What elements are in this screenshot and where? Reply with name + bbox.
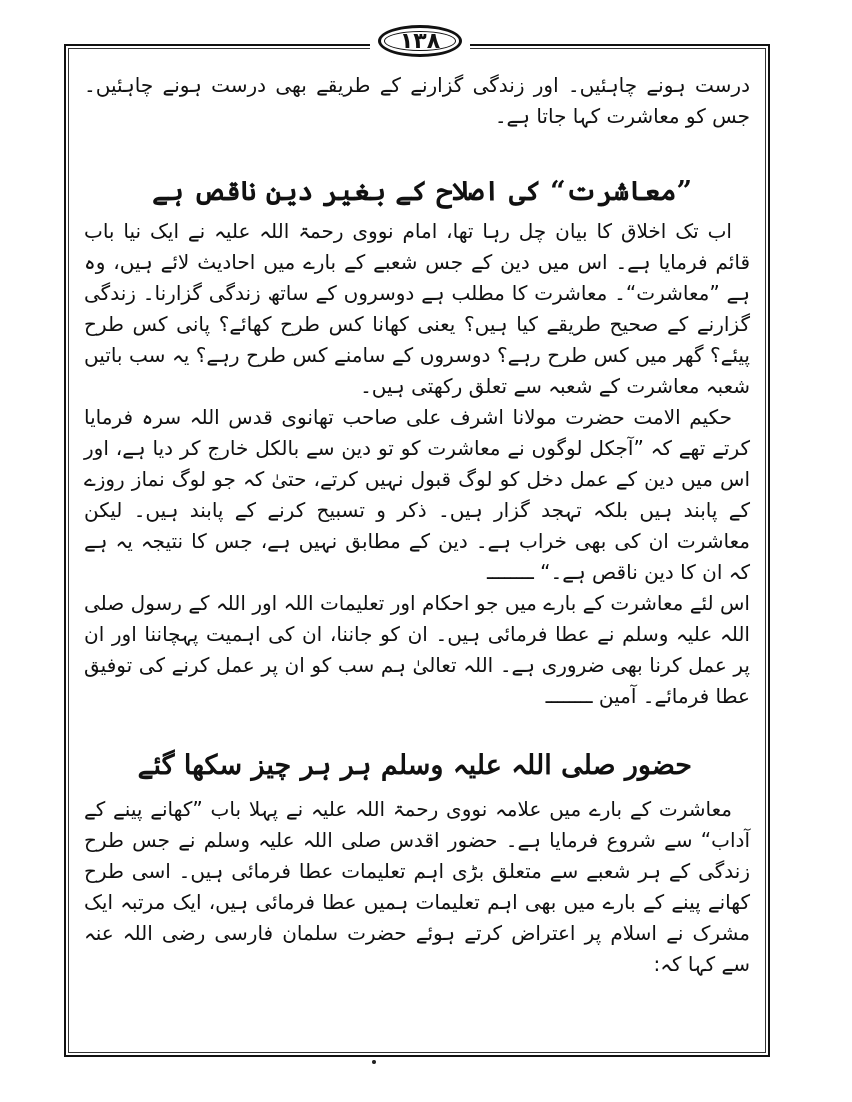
paragraph-adab-khana: معاشرت کے بارے میں علامہ نووی رحمۃ اللہ علیہ نے پہلا باب ”کھانے پینے کے آداب“ سے شروع فرمایا ہے۔ حضور اقدس صلی اللہ علیہ وسلم نے جس طرح زندگی کے ہر شعبے سے متعلق بڑی اہم تعلیمات عطا فرمائی ہیں۔ اسی طرح کھانے پینے کے بارے میں بھی اہم تعلیمات ہمیں عطا فرمائی ہیں، ایک مرتبہ ایک مشرک نے اسلام پر اعتراض کرتے ہوئے حضرت سلمان فارسی رضی اللہ عنہ سے کہا کہ: [84,797,750,976]
section-heading-huzoor: حضور صلی اللہ علیہ وسلم ہر ہر چیز سکھا گئے [137,750,692,781]
paragraph-ahkam: اس لئے معاشرت کے بارے میں جو احکام اور تعلیمات اللہ اور اللہ کے رسول صلی اللہ علیہ وسلم نے عطا فرمائی ہیں۔ ان کو جاننا، ان کی اہمیت پہچاننا اور ان پر عمل کرنا بھی ضروری ہے۔ اللہ تعالیٰ ہم سب کو ان پر عمل کرنے کی توفیق عطا فرمائے۔ آمین ــــــــ [84,591,750,708]
page-number-badge [370,22,470,60]
section-heading-muashrat: ”معاشرت“ کی اصلاح کے بغیر دین ناقص ہے [152,176,692,207]
paragraph-hakeem-ul-ummat: حکیم الامت حضرت مولانا اشرف علی صاحب تھانوی قدس اللہ سرہ فرمایا کرتے تھے کہ ”آجکل لوگوں نے معاشرت کو تو دین سے بالکل خارج کر دیا ہے، اور اس میں دین کے عمل دخل کو لوگ قبول نہیں کرتے، حتیٰ کہ جو لوگ نماز روزے کے پابند ہیں بلکہ تہجد گزار ہیں۔ ذکر و تسبیح کرنے کے پابند ہیں۔ لیکن معاشرت ان کی بھی خراب ہے۔ دین کے مطابق نہیں ہے، جس کا نتیجہ یہ ہے کہ ان کا دین ناقص ہے۔“ ــــــــ [84,405,750,584]
intro-paragraph: درست ہونے چاہئیں۔ اور زندگی گزارنے کے طریقے بھی درست ہونے چاہئیں۔ جس کو معاشرت کہا جاتا ہے۔ [84,73,750,128]
page-number: ۱۳۸ [378,25,462,57]
page-body [84,70,750,980]
footer-dot [372,1060,376,1064]
paragraph-akhlaq: اب تک اخلاق کا بیان چل رہا تھا، امام نووی رحمۃ اللہ علیہ نے ایک نیا باب قائم فرمایا ہے۔ اس میں دین کے جس شعبے کے بارے میں احادیث لائے ہیں، وہ ہے ”معاشرت“۔ معاشرت کا مطلب ہے دوسروں کے ساتھ زندگی گزارنا۔ زندگی گزارنے کے صحیح طریقے کیا ہیں؟ یعنی کھانا کس طرح کھائے؟ پانی کس طرح پیئے؟ گھر میں کس طرح رہے؟ دوسروں کے سامنے کس طرح رہے؟ یہ سب باتیں شعبہ معاشرت کے شعبہ سے تعلق رکھتی ہیں۔ [84,219,750,398]
